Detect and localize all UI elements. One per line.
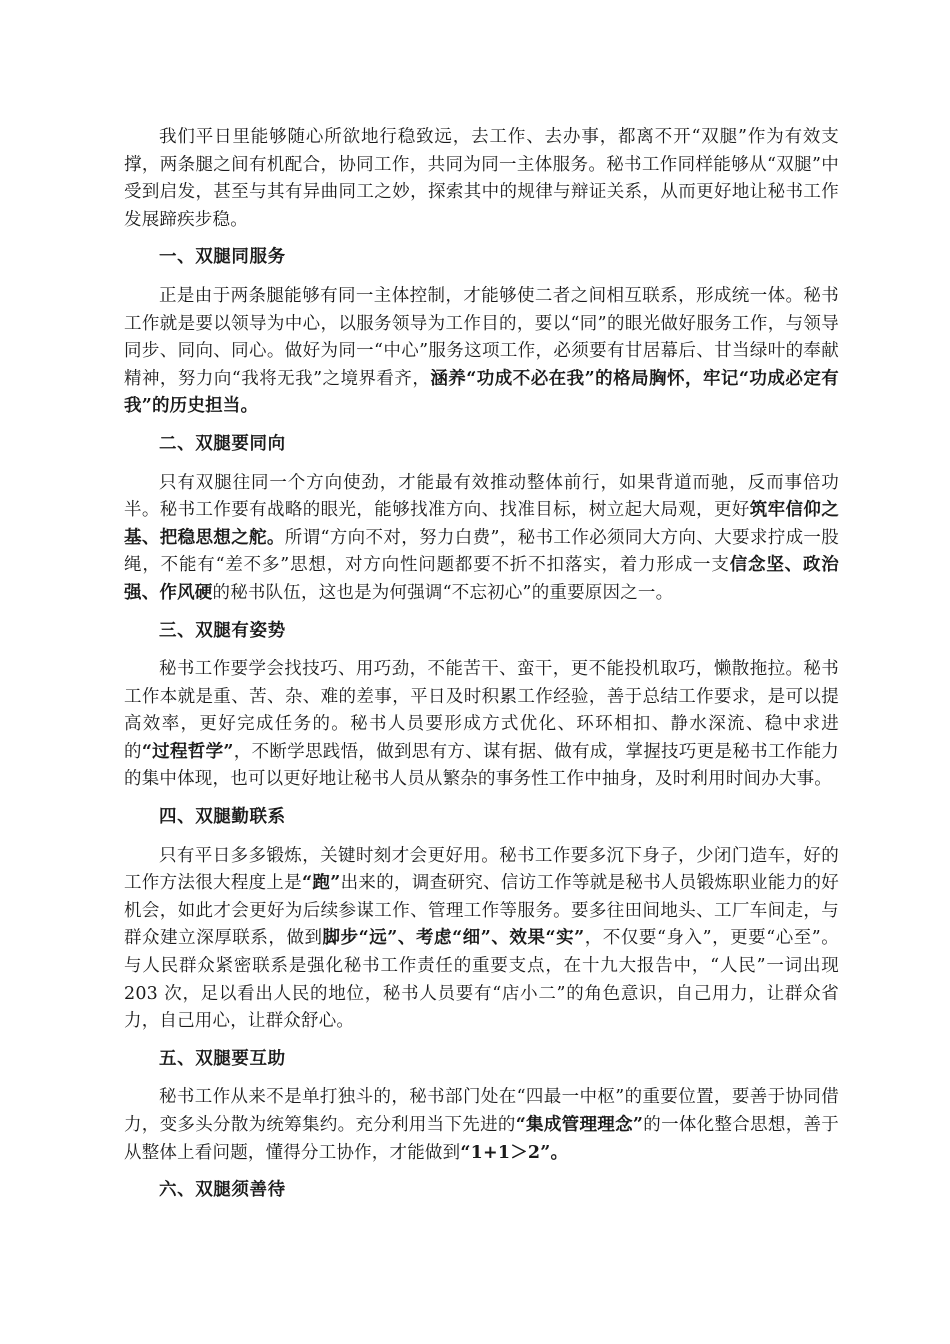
section-heading-3: 三、双腿有姿势 [159, 620, 286, 641]
section-heading-6: 六、双腿须善待 [159, 1180, 286, 1201]
paragraph-text: 所谓“方向不对，努力白费”，秘书工作必须同大方向、大要求拧成一股绳，不能有“差不多”思想，对方向性问题都要不折不扣落实，着力形成一支 [124, 527, 839, 576]
paragraph-text: ，不仅要“身入”，更要“心至”。与人民群众紧密联系是强化秘书工作责任的重要支点，在十九大报告中，“人民”一词出现 203 次，足以看出人民的地位，秘书人员要有“店小二”的角色意识，自己用力，让群众省力，自己用心，让群众舒心。 [124, 928, 840, 1032]
document-page [124, 124, 839, 1216]
section-paragraph-2 [124, 470, 839, 608]
section-paragraph-3 [124, 656, 839, 794]
section-paragraph-4 [124, 843, 839, 1036]
paragraph-text: 只有双腿往同一个方向使劲，才能最有效推动整体前行，如果背道而驰，反而事倍功半。秘书工作要有战略的眼光，能够找准方向、找准目标，树立起大局观，更好 [124, 472, 839, 521]
bold-emphasis: 脚步“远”、考虑“细”、效果“实” [322, 928, 585, 949]
bold-emphasis: “跑” [302, 873, 341, 894]
paragraph-text: 正是由于两条腿能够有同一主体控制，才能够使二者之间相互联系，形成统一体。秘书工作就是要以领导为中心，以服务领导为工作目的，要以“同”的眼光做好服务工作，与领导同步、同向、同心。做好为同一“中心”服务这项工作，必须要有甘居幕后、甘当绿叶的奉献精神，努力向“我将无我”之境界看齐， [124, 285, 839, 389]
section-paragraph-5 [124, 1084, 839, 1167]
paragraph-text: 的一体化整合思想，善于从整体上看问题，懂得分工协作，才能做到 [124, 1115, 839, 1163]
bold-emphasis: 信念坚、政治强、作风硬 [124, 555, 839, 603]
bold-emphasis: 筑牢信仰之基、把稳思想之舵。 [124, 500, 839, 548]
paragraph-text: 只有平日多多锻炼，关键时刻才会更好用。秘书工作要多沉下身子，少闭门造车，好的工作方法很大程度上是 [124, 845, 839, 894]
intro-paragraph [124, 124, 839, 234]
paragraph-text: 出来的，调查研究、信访工作等就是秘书人员锻炼职业能力的好机会，如此才会更好为后续参谋工作、管理工作等服务。要多往田间地头、工厂车间走，与群众建立深厚联系，做到 [124, 873, 840, 949]
bold-emphasis: “集成管理理念” [515, 1115, 644, 1135]
paragraph-text: 的秘书队伍，这也是为何强调“不忘初心”的重要原因之一。 [212, 582, 674, 603]
section-heading-4: 四、双腿勤联系 [159, 807, 286, 828]
section-paragraph-1 [124, 283, 839, 421]
paragraph-text: 秘书工作要学会找技巧、用巧劲，不能苦干、蛮干，更不能投机取巧，懒散拖拉。秘书工作本就是重、苦、杂、难的差事，平日及时积累工作经验，善于总结工作要求，是可以提高效率，更好完成任务的。秘书人员要形成方式优化、环环相扣、静水深流、稳中求进的 [124, 659, 839, 762]
section-heading-5: 五、双腿要互助 [159, 1048, 286, 1069]
bold-emphasis: 涵养“功成不必在我”的格局胸怀，牢记“功成必定有我”的历史担当。 [124, 368, 839, 417]
section-heading-1: 一、双腿同服务 [159, 247, 286, 268]
bold-emphasis: “过程哲学” [141, 741, 234, 762]
paragraph-text: ，不断学思践悟，做到思有方、谋有据、做有成，掌握技巧更是秘书工作能力的集中体现，也可以更好地让秘书人员从繁杂的事务性工作中抽身，及时利用时间办大事。 [124, 741, 839, 790]
paragraph-text: 秘书工作从来不是单打独斗的，秘书部门处在“四最一中枢”的重要位置，要善于协同借力，变多头分散为统筹集约。充分利用当下先进的 [124, 1087, 839, 1135]
intro-text: 我们平日里能够随心所欲地行稳致远，去工作、去办事，都离不开“双腿”作为有效支撑，两条腿之间有机配合，协同工作，共同为同一主体服务。秘书工作同样能够从“双腿”中受到启发，甚至与其有异曲同工之妙，探索其中的规律与辩证关系，从而更好地让秘书工作发展蹄疾步稳。 [124, 127, 839, 230]
section-heading-2: 二、双腿要同向 [159, 433, 286, 454]
bold-emphasis: “1+1＞2”。 [460, 1142, 569, 1163]
